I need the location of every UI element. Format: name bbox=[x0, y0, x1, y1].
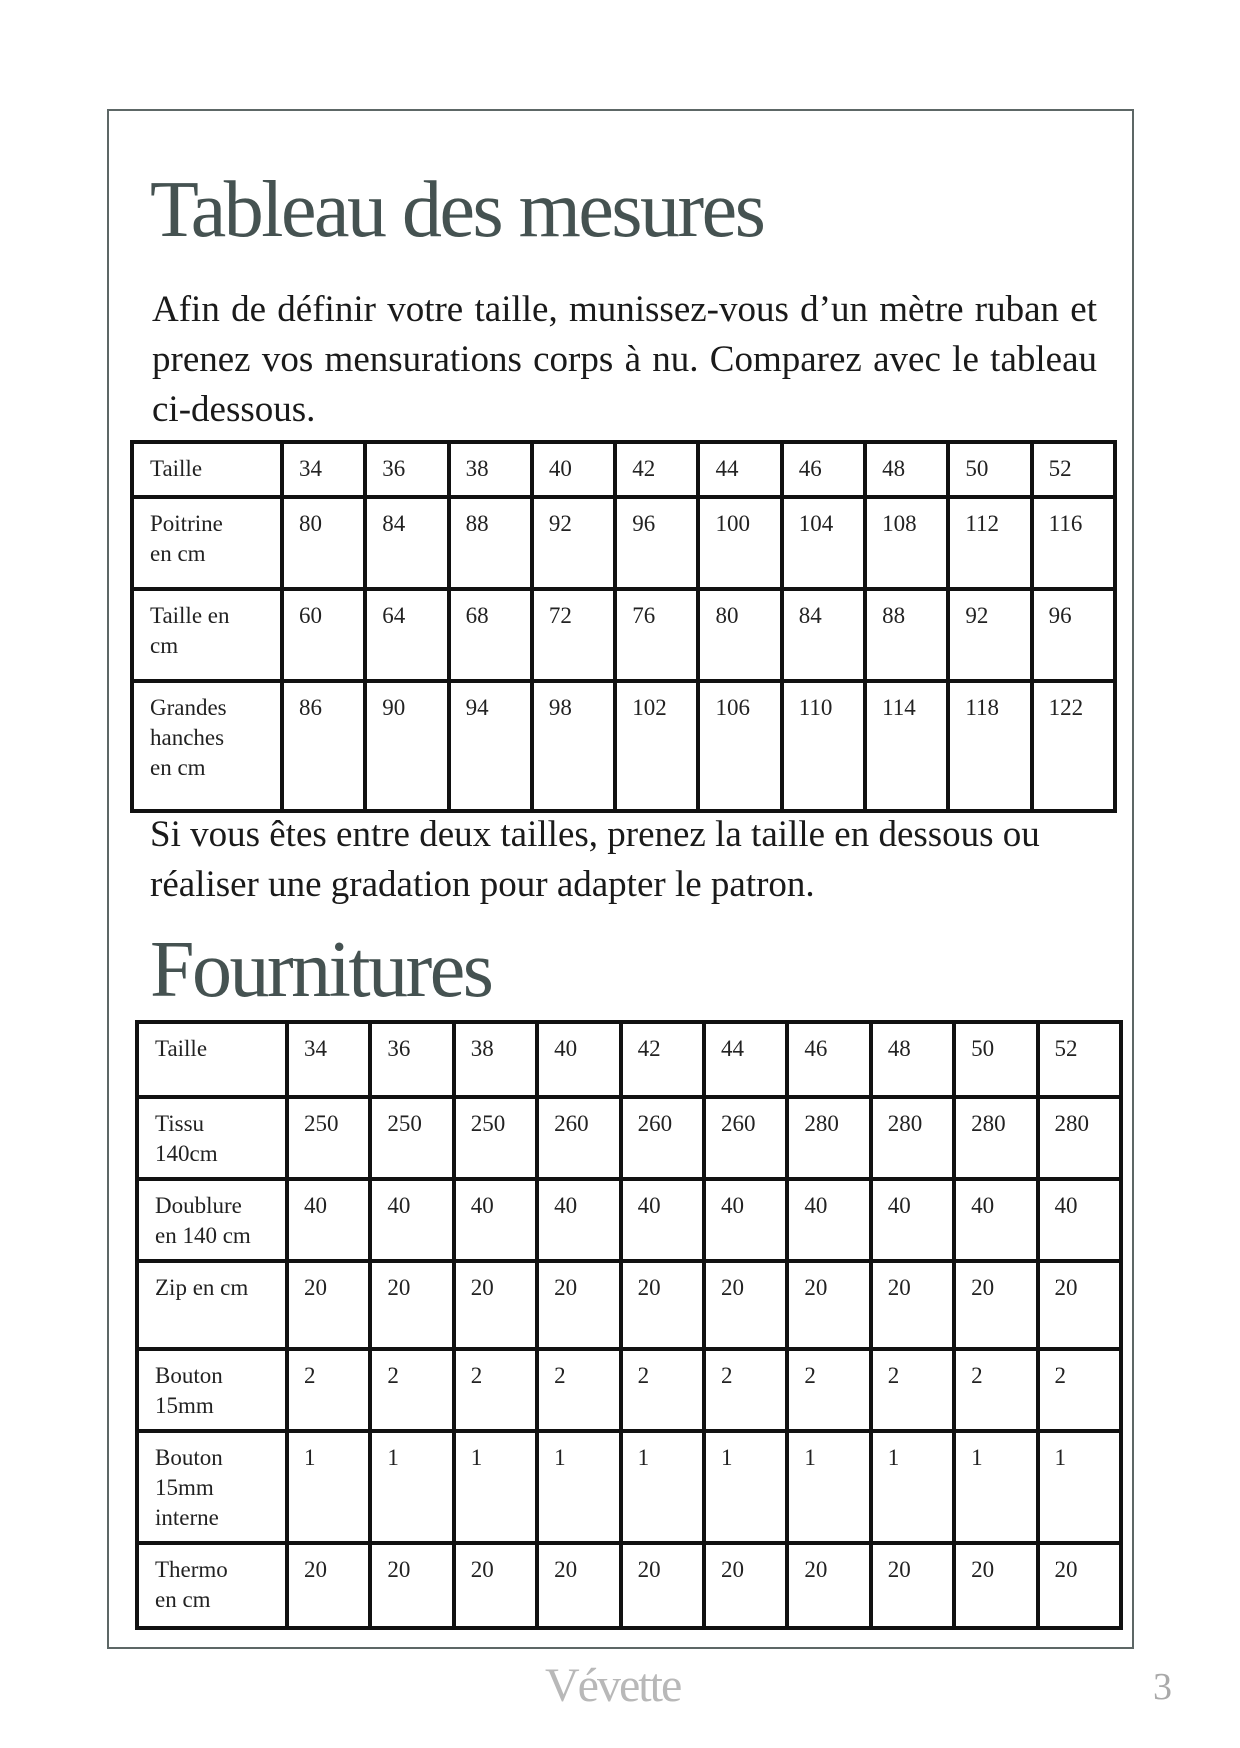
value-cell: 108 bbox=[865, 497, 948, 589]
row-label-cell: Tissu 140cm bbox=[137, 1097, 287, 1179]
value-cell: 40 bbox=[787, 1179, 870, 1261]
value-cell: 2 bbox=[871, 1349, 954, 1431]
value-cell: 34 bbox=[282, 442, 365, 497]
value-cell: 104 bbox=[782, 497, 865, 589]
value-cell: 98 bbox=[532, 681, 615, 811]
measures-table bbox=[130, 440, 1117, 813]
value-cell: 280 bbox=[871, 1097, 954, 1179]
value-cell: 100 bbox=[698, 497, 781, 589]
value-cell: 20 bbox=[621, 1261, 704, 1349]
value-cell: 88 bbox=[449, 497, 532, 589]
row-label-cell: Thermo en cm bbox=[137, 1543, 287, 1628]
value-cell: 40 bbox=[621, 1179, 704, 1261]
value-cell: 1 bbox=[954, 1431, 1037, 1543]
table-row bbox=[132, 442, 1115, 497]
value-cell: 40 bbox=[287, 1179, 370, 1261]
value-cell: 40 bbox=[871, 1179, 954, 1261]
value-cell: 2 bbox=[370, 1349, 453, 1431]
row-label-cell: Taille bbox=[137, 1022, 287, 1097]
value-cell: 2 bbox=[537, 1349, 620, 1431]
value-cell: 1 bbox=[370, 1431, 453, 1543]
value-cell: 46 bbox=[782, 442, 865, 497]
value-cell: 116 bbox=[1032, 497, 1115, 589]
value-cell: 44 bbox=[704, 1022, 787, 1097]
value-cell: 280 bbox=[1038, 1097, 1121, 1179]
row-label-cell: Taille en cm bbox=[132, 589, 282, 681]
value-cell: 84 bbox=[782, 589, 865, 681]
value-cell: 20 bbox=[370, 1543, 453, 1628]
measures-title: Tableau des mesures bbox=[150, 166, 764, 254]
value-cell: 40 bbox=[370, 1179, 453, 1261]
value-cell: 2 bbox=[621, 1349, 704, 1431]
table-row bbox=[137, 1349, 1121, 1431]
value-cell: 96 bbox=[1032, 589, 1115, 681]
value-cell: 84 bbox=[365, 497, 448, 589]
value-cell: 40 bbox=[704, 1179, 787, 1261]
value-cell: 260 bbox=[704, 1097, 787, 1179]
value-cell: 20 bbox=[287, 1543, 370, 1628]
value-cell: 40 bbox=[532, 442, 615, 497]
value-cell: 94 bbox=[449, 681, 532, 811]
value-cell: 20 bbox=[787, 1543, 870, 1628]
value-cell: 40 bbox=[954, 1179, 1037, 1261]
value-cell: 90 bbox=[365, 681, 448, 811]
table-row bbox=[132, 589, 1115, 681]
value-cell: 50 bbox=[954, 1022, 1037, 1097]
brand-logo: Vévette bbox=[545, 1659, 681, 1712]
table-row bbox=[132, 497, 1115, 589]
value-cell: 280 bbox=[954, 1097, 1037, 1179]
value-cell: 48 bbox=[871, 1022, 954, 1097]
value-cell: 20 bbox=[1038, 1543, 1121, 1628]
value-cell: 44 bbox=[698, 442, 781, 497]
value-cell: 20 bbox=[954, 1261, 1037, 1349]
value-cell: 1 bbox=[871, 1431, 954, 1543]
value-cell: 20 bbox=[704, 1261, 787, 1349]
value-cell: 34 bbox=[287, 1022, 370, 1097]
value-cell: 2 bbox=[287, 1349, 370, 1431]
supplies-title: Fournitures bbox=[150, 926, 492, 1014]
value-cell: 20 bbox=[287, 1261, 370, 1349]
table-row bbox=[132, 681, 1115, 811]
value-cell: 118 bbox=[948, 681, 1031, 811]
value-cell: 2 bbox=[787, 1349, 870, 1431]
row-label-cell: Doublure en 140 cm bbox=[137, 1179, 287, 1261]
value-cell: 88 bbox=[865, 589, 948, 681]
table-row bbox=[137, 1097, 1121, 1179]
value-cell: 72 bbox=[532, 589, 615, 681]
row-label-cell: Taille bbox=[132, 442, 282, 497]
value-cell: 36 bbox=[365, 442, 448, 497]
value-cell: 102 bbox=[615, 681, 698, 811]
size-note: Si vous êtes entre deux tailles, prenez la taille en dessous ou réaliser une gradation pour adapter le patron. bbox=[150, 814, 1040, 905]
supplies-table bbox=[135, 1020, 1123, 1630]
value-cell: 1 bbox=[1038, 1431, 1121, 1543]
value-cell: 40 bbox=[537, 1022, 620, 1097]
value-cell: 92 bbox=[948, 589, 1031, 681]
row-label-cell: Bouton 15mm interne bbox=[137, 1431, 287, 1543]
value-cell: 110 bbox=[782, 681, 865, 811]
value-cell: 1 bbox=[454, 1431, 537, 1543]
value-cell: 20 bbox=[454, 1543, 537, 1628]
value-cell: 2 bbox=[454, 1349, 537, 1431]
value-cell: 1 bbox=[537, 1431, 620, 1543]
value-cell: 20 bbox=[537, 1543, 620, 1628]
value-cell: 122 bbox=[1032, 681, 1115, 811]
table-row bbox=[137, 1431, 1121, 1543]
value-cell: 42 bbox=[621, 1022, 704, 1097]
value-cell: 2 bbox=[1038, 1349, 1121, 1431]
value-cell: 40 bbox=[454, 1179, 537, 1261]
value-cell: 48 bbox=[865, 442, 948, 497]
row-label-cell: Grandes hanches en cm bbox=[132, 681, 282, 811]
value-cell: 20 bbox=[621, 1543, 704, 1628]
value-cell: 42 bbox=[615, 442, 698, 497]
value-cell: 20 bbox=[871, 1543, 954, 1628]
value-cell: 36 bbox=[370, 1022, 453, 1097]
value-cell: 20 bbox=[537, 1261, 620, 1349]
value-cell: 20 bbox=[1038, 1261, 1121, 1349]
value-cell: 250 bbox=[287, 1097, 370, 1179]
table-row bbox=[137, 1022, 1121, 1097]
value-cell: 96 bbox=[615, 497, 698, 589]
table-row bbox=[137, 1179, 1121, 1261]
value-cell: 86 bbox=[282, 681, 365, 811]
value-cell: 38 bbox=[454, 1022, 537, 1097]
value-cell: 20 bbox=[454, 1261, 537, 1349]
value-cell: 68 bbox=[449, 589, 532, 681]
row-label-cell: Bouton 15mm bbox=[137, 1349, 287, 1431]
value-cell: 250 bbox=[370, 1097, 453, 1179]
value-cell: 40 bbox=[537, 1179, 620, 1261]
value-cell: 1 bbox=[704, 1431, 787, 1543]
page-number: 3 bbox=[1153, 1666, 1172, 1708]
value-cell: 2 bbox=[704, 1349, 787, 1431]
value-cell: 1 bbox=[287, 1431, 370, 1543]
value-cell: 64 bbox=[365, 589, 448, 681]
value-cell: 20 bbox=[787, 1261, 870, 1349]
value-cell: 250 bbox=[454, 1097, 537, 1179]
value-cell: 52 bbox=[1038, 1022, 1121, 1097]
value-cell: 260 bbox=[537, 1097, 620, 1179]
value-cell: 52 bbox=[1032, 442, 1115, 497]
value-cell: 20 bbox=[871, 1261, 954, 1349]
value-cell: 46 bbox=[787, 1022, 870, 1097]
value-cell: 260 bbox=[621, 1097, 704, 1179]
value-cell: 40 bbox=[1038, 1179, 1121, 1261]
table-row bbox=[137, 1543, 1121, 1628]
value-cell: 38 bbox=[449, 442, 532, 497]
value-cell: 20 bbox=[370, 1261, 453, 1349]
value-cell: 20 bbox=[954, 1543, 1037, 1628]
value-cell: 20 bbox=[704, 1543, 787, 1628]
value-cell: 280 bbox=[787, 1097, 870, 1179]
row-label-cell: Poitrine en cm bbox=[132, 497, 282, 589]
value-cell: 80 bbox=[282, 497, 365, 589]
table-row bbox=[137, 1261, 1121, 1349]
value-cell: 114 bbox=[865, 681, 948, 811]
value-cell: 80 bbox=[698, 589, 781, 681]
value-cell: 50 bbox=[948, 442, 1031, 497]
value-cell: 106 bbox=[698, 681, 781, 811]
value-cell: 92 bbox=[532, 497, 615, 589]
value-cell: 1 bbox=[787, 1431, 870, 1543]
measures-intro: Afin de définir votre taille, munissez-vous d’un mètre ruban et prenez vos mensurations corps à nu. Comparez avec le tableau ci-dessous. bbox=[152, 289, 1097, 430]
value-cell: 1 bbox=[621, 1431, 704, 1543]
value-cell: 60 bbox=[282, 589, 365, 681]
value-cell: 2 bbox=[954, 1349, 1037, 1431]
value-cell: 76 bbox=[615, 589, 698, 681]
value-cell: 112 bbox=[948, 497, 1031, 589]
row-label-cell: Zip en cm bbox=[137, 1261, 287, 1349]
